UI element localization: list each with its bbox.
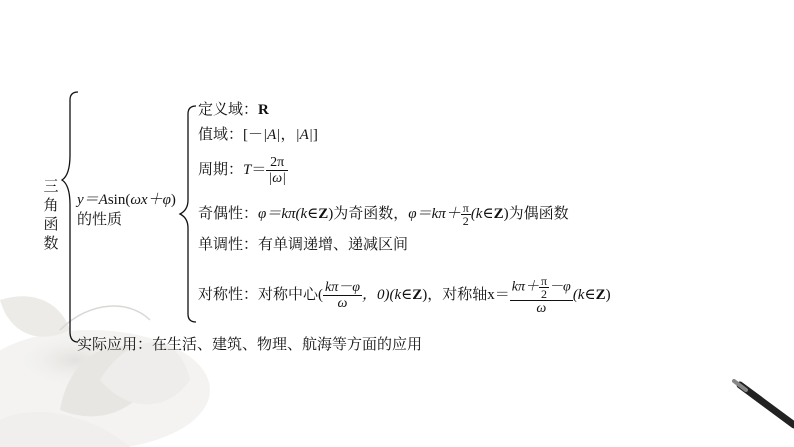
root-label xyxy=(42,178,60,254)
sine-formula-func: sin( xyxy=(107,192,131,208)
symmetry-center-num: kπ－φ xyxy=(325,280,360,296)
parity-even-tail: )为偶函数 xyxy=(503,206,569,222)
symmetry-axis-inner-den: 2 xyxy=(541,287,548,302)
root-char: 数 xyxy=(43,236,59,252)
symmetry-axis-fraction xyxy=(510,275,573,316)
range-close: ] xyxy=(312,127,318,143)
symmetry-axis-inner-fraction xyxy=(539,275,549,300)
parity-even-pre: φ＝kπ＋ xyxy=(408,206,461,222)
parity-odd-cond: φ＝kπ(k∈ xyxy=(258,206,319,222)
root-char: 三 xyxy=(43,179,59,195)
parity-odd-Z: Z xyxy=(318,206,329,222)
symmetry-axis-num-post: －φ xyxy=(549,279,571,295)
range-label: 值域： xyxy=(198,127,244,143)
symmetry-axis-tail-pre: (k∈ xyxy=(572,287,596,303)
range-row xyxy=(198,126,318,144)
domain-row xyxy=(198,101,269,119)
parity-odd-tail: )为奇函数， xyxy=(328,206,409,222)
range-a2: |A| xyxy=(295,127,313,143)
symmetry-axis-Z: Z xyxy=(595,287,606,303)
period-row xyxy=(198,152,288,188)
brush-decoration xyxy=(734,381,794,425)
root-char: 角 xyxy=(43,198,59,214)
sine-formula-prefix: y＝A xyxy=(77,192,108,208)
symmetry-axis-num-pre: kπ＋ xyxy=(511,279,539,295)
period-T: T xyxy=(243,162,252,178)
symmetry-axis-num xyxy=(510,275,573,301)
symmetry-center-fraction xyxy=(323,280,362,311)
parity-even-cond: (k∈ xyxy=(470,206,494,222)
period-fraction xyxy=(266,155,288,186)
parity-even-num: π xyxy=(462,201,469,216)
sine-formula-arg: ωx＋φ xyxy=(130,192,171,208)
range-a1: |A| xyxy=(263,127,281,143)
outer-brace xyxy=(62,92,78,342)
symmetry-center-den: ω xyxy=(337,296,348,312)
range-open: [－ xyxy=(243,127,264,143)
period-denominator: |ω| xyxy=(268,171,286,187)
symmetry-axis-tail-post: ) xyxy=(605,287,611,303)
lotus-decoration xyxy=(0,296,210,447)
symmetry-axis-inner-num: π xyxy=(541,274,548,289)
domain-label: 定义域： xyxy=(198,102,259,118)
symmetry-axis-den: ω xyxy=(536,301,547,317)
range-sep: ， xyxy=(280,127,296,143)
domain-value: R xyxy=(258,102,269,118)
symmetry-label: 对称性：对称中心( xyxy=(198,287,323,303)
sine-formula-close: ) xyxy=(170,192,176,208)
parity-even-den: 2 xyxy=(462,214,469,229)
application-row: 实际应用：在生活、建筑、物理、航海等方面的应用 xyxy=(77,337,423,353)
symmetry-row xyxy=(198,270,611,320)
parity-row xyxy=(198,197,569,231)
symmetry-center-mid: ，0)(k∈ xyxy=(361,287,413,303)
parity-even-fraction xyxy=(461,202,471,227)
root-char: 函 xyxy=(43,217,59,233)
monotonic-row: 单调性：有单调递增、递减区间 xyxy=(198,237,409,253)
parity-label: 奇偶性： xyxy=(198,206,259,222)
sine-property-label xyxy=(77,191,176,209)
parity-even-Z: Z xyxy=(493,206,504,222)
period-numerator: 2π xyxy=(266,155,288,171)
symmetry-center-tail: )，对称轴x＝ xyxy=(422,287,510,303)
period-eq: ＝ xyxy=(251,162,267,178)
symmetry-center-Z: Z xyxy=(412,287,423,303)
inner-brace xyxy=(180,106,196,322)
sine-property-suffix: 的性质 xyxy=(77,212,123,228)
period-label: 周期： xyxy=(198,162,244,178)
